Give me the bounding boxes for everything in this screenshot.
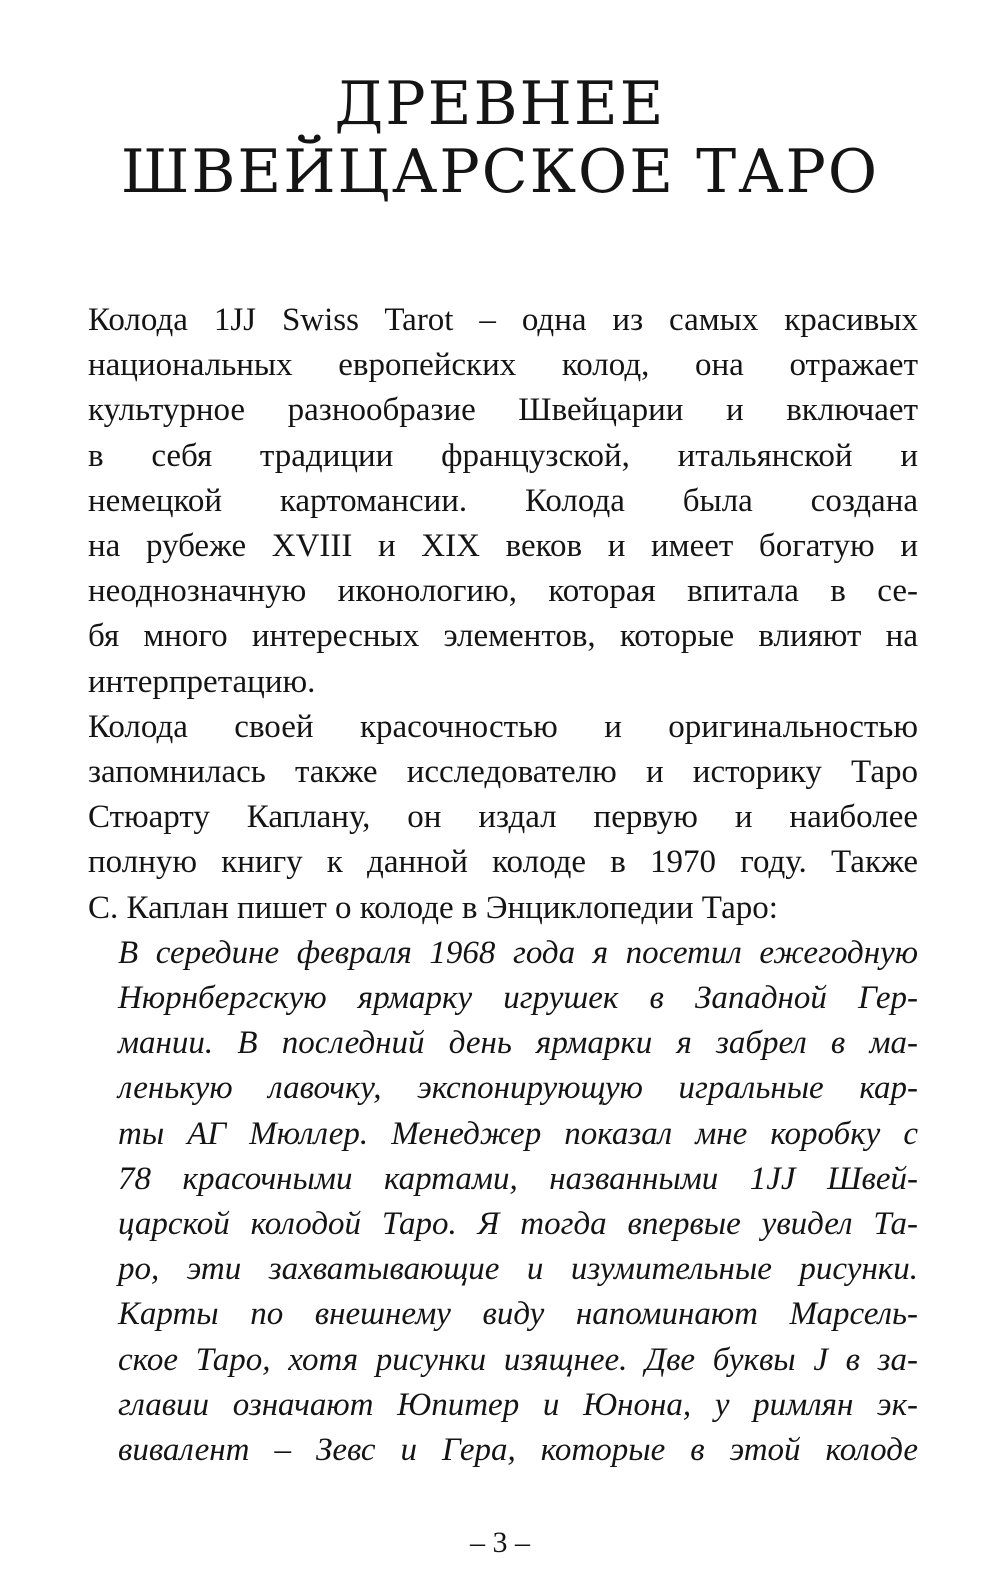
quote-line: ское Таро, хотя рисунки изящнее. Две буквы J в за-	[118, 1341, 918, 1378]
text-line: неоднозначную иконологию, которая впитала в се-	[88, 573, 918, 610]
text-line: Стюарту Каплану, он издал первую и наиболее	[88, 799, 918, 836]
text-line: С. Каплан пишет о колоде в Энциклопедии Таро:	[88, 889, 778, 926]
text-line: полную книгу к данной колоде в 1970 году. Также	[88, 844, 918, 881]
text-line: национальных европейских колод, она отражает	[88, 347, 918, 384]
page-title	[0, 70, 1000, 206]
text-line: на рубеже XVIII и XIX веков и имеет богатую и	[88, 528, 918, 565]
quote-line: В середине февраля 1968 года я посетил ежегодную	[118, 934, 918, 971]
text-line: немецкой картомансии. Колода была создана	[88, 482, 918, 519]
text-line: запомнилась также исследователю и историку Таро	[88, 754, 918, 791]
quote-line: мании. В последний день ярмарки я забрел в ма-	[118, 1025, 918, 1062]
quote-line: ты АГ Мюллер. Менеджер показал мне коробку с	[118, 1115, 918, 1152]
text-line: в себя традиции французской, итальянской и	[88, 437, 918, 474]
quote-line: 78 красочными картами, названными 1JJ Швей-	[118, 1160, 918, 1197]
title-line-1: ДРЕВНЕЕ	[334, 69, 666, 140]
text-line: Колода своей красочностью и оригинальностью	[88, 708, 918, 745]
text-line: интерпретацию.	[88, 663, 316, 700]
quote-line: ро, эти захватывающие и изумительные рисунки.	[118, 1251, 918, 1288]
quote-line: Карты по внешнему виду напоминают Марсель-	[118, 1296, 918, 1333]
paragraph-2	[88, 705, 918, 931]
text-line: бя много интересных элементов, которые влияют на	[88, 618, 918, 655]
quote-line: Нюрнбергскую ярмарку игрушек в Западной Гер-	[118, 980, 918, 1017]
title-line-2: ШВЕЙЦАРСКОЕ ТАРО	[120, 137, 880, 208]
text-line: Колода 1JJ Swiss Tarot – одна из самых красивых	[88, 302, 918, 338]
block-quote	[88, 931, 918, 1473]
quote-line: царской колодой Таро. Я тогда впервые увидел Та-	[118, 1206, 918, 1243]
body-text	[88, 298, 918, 1473]
page-number: – 3 –	[470, 1526, 530, 1559]
paragraph-1	[88, 298, 918, 705]
quote-line: ленькую лавочку, экспонирующую игральные кар-	[118, 1070, 918, 1107]
text-line: культурное разнообразие Швейцарии и включает	[88, 392, 918, 429]
quote-line: главии означают Юпитер и Юнона, у римлян эк-	[118, 1386, 918, 1423]
quote-line: вивалент – Зевс и Гера, которые в этой колоде	[118, 1432, 918, 1469]
